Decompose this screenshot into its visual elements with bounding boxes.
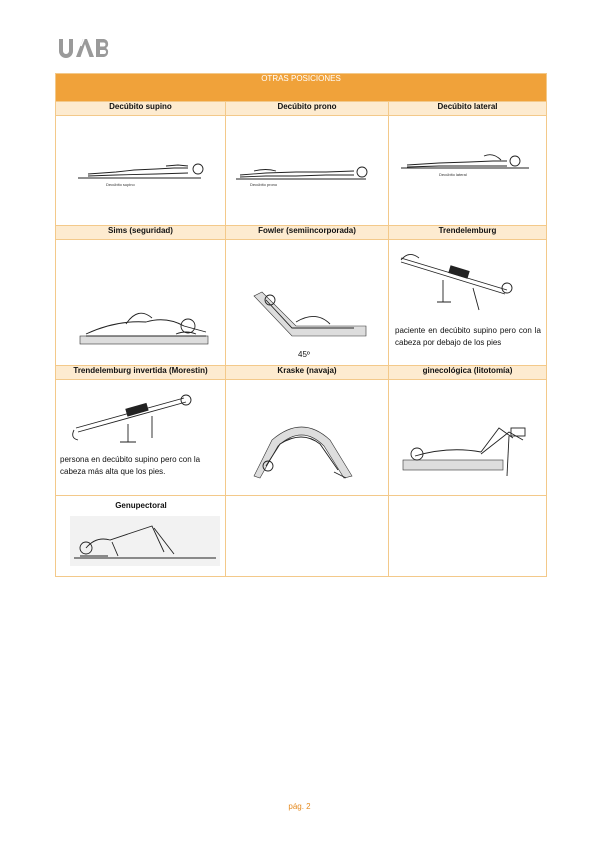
label-trendelemburg-invertida: Trendelemburg invertida (Morestin) [56, 366, 226, 380]
label-decubito-lateral: Decúbito lateral [389, 102, 547, 116]
angle-label: 45º [298, 350, 310, 359]
image-label-lateral: Decúbito lateral [439, 172, 467, 177]
table-title: OTRAS POSICIONES [56, 74, 547, 102]
positions-table [55, 73, 547, 577]
figure-kraske [226, 380, 388, 495]
label-decubito-supino: Decúbito supino [56, 102, 226, 116]
reverse-trendelemburg-caption: persona en decúbito supino pero con la cabeza más alta que los pies. [60, 455, 201, 476]
genupectoral-cell [56, 496, 225, 576]
label-fowler: Fowler (semiincorporada) [226, 226, 389, 240]
label-decubito-prono: Decúbito prono [226, 102, 389, 116]
logo-mark [57, 36, 117, 60]
label-trendelemburg: Trendelemburg [389, 226, 547, 240]
figure-trendelemburg-invertida [56, 380, 225, 495]
figure-sims [56, 240, 225, 365]
label-ginecologica: ginecológica (litotomía) [389, 366, 547, 380]
figure-decubito-supino [56, 116, 225, 225]
label-sims: Sims (seguridad) [56, 226, 226, 240]
image-label-supino: Decúbito supino [106, 182, 135, 187]
trendelemburg-caption: paciente en decúbito supino pero con la cabeza por debajo de los pies [395, 326, 541, 347]
page-number: pág. 2 [288, 802, 311, 811]
figure-fowler [226, 240, 388, 365]
label-genupectoral: Genupectoral [115, 501, 167, 510]
figure-decubito-prono [226, 116, 388, 225]
figure-decubito-lateral [389, 116, 546, 225]
figure-ginecologica [389, 380, 546, 495]
image-label-prono: Decúbito prono [250, 182, 278, 187]
label-kraske: Kraske (navaja) [226, 366, 389, 380]
uab-logo [57, 36, 117, 60]
figure-trendelemburg [389, 240, 546, 365]
